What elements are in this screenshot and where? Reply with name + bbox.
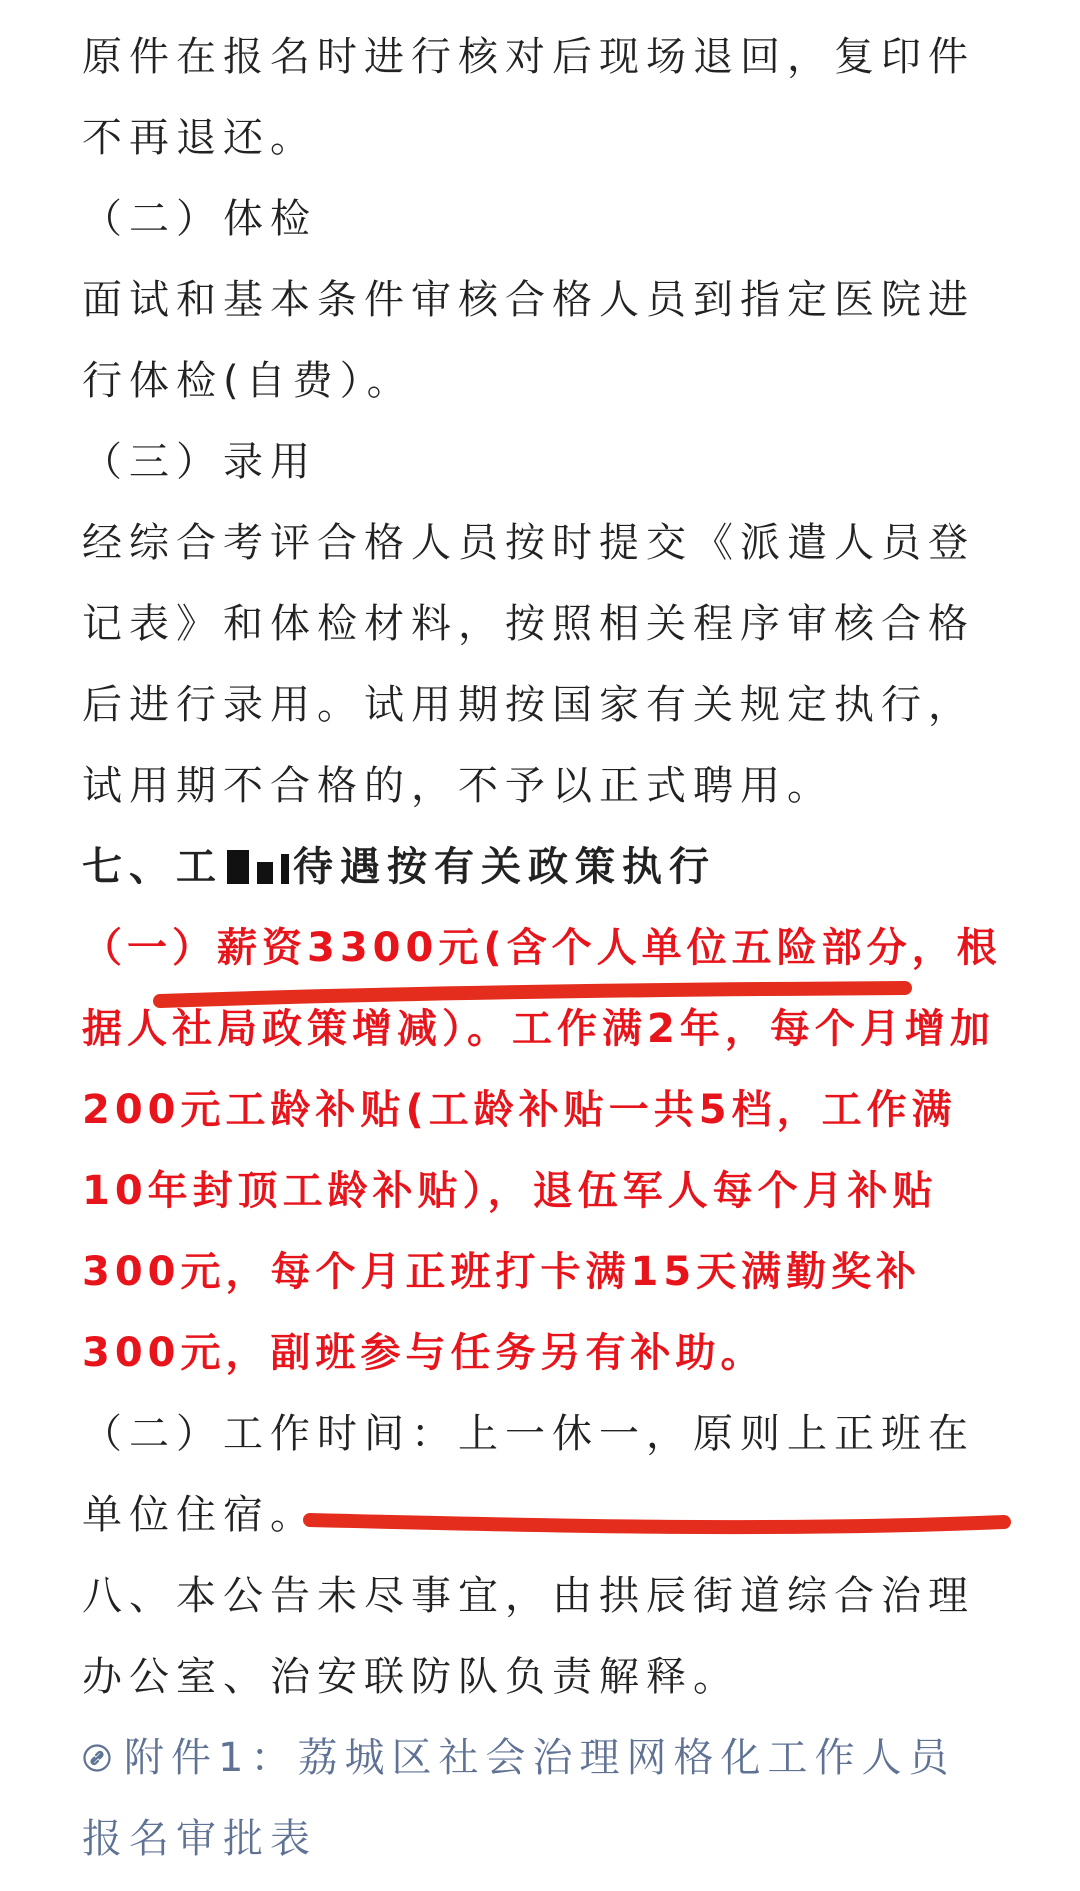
section-eight-paragraph: 八、本公告未尽事宜，由拱辰街道综合治理办公室、治安联防队负责解释。	[82, 1573, 975, 1700]
redaction-mark	[227, 850, 249, 884]
section-seven-heading	[82, 827, 1002, 908]
section-seven-suffix: 待遇按有关政策执行	[293, 844, 716, 890]
attachment-link[interactable]	[82, 1718, 1002, 1880]
heading-physical-exam: （二）体检	[82, 196, 317, 242]
article-body	[82, 17, 1002, 1880]
work-time-paragraph: （二）工作时间：上一休一，原则上正班在单位住宿。	[82, 1411, 975, 1538]
paragraph-original-docs: 原件在报名时进行核对后现场退回，复印件不再退还。	[82, 34, 975, 161]
redaction-mark	[281, 854, 289, 884]
attachment-link-text: 附件1：荔城区社会治理网格化工作人员报名审批表	[82, 1735, 956, 1862]
section-seven-prefix: 七、工	[82, 844, 223, 890]
link-icon	[82, 1743, 112, 1773]
paragraph-hiring: 经综合考评合格人员按时提交《派遣人员登记表》和体检材料，按照相关程序审核合格后进行录用。试用期按国家有关规定执行，试用期不合格的，不予以正式聘用。	[82, 520, 975, 809]
salary-paragraph: （一）薪资3300元(含个人单位五险部分，根据人社局政策增减）。工作满2年，每个月增加200元工龄补贴(工龄补贴一共5档，工作满10年封顶工龄补贴），退伍军人每个月补贴300元，每个月正班打卡满15天满勤奖补300元，副班参与任务另有补助。	[82, 925, 1002, 1376]
paragraph-physical-exam: 面试和基本条件审核合格人员到指定医院进行体检(自费）。	[82, 277, 975, 404]
heading-hiring: （三）录用	[82, 439, 317, 485]
redaction-mark	[257, 862, 273, 884]
